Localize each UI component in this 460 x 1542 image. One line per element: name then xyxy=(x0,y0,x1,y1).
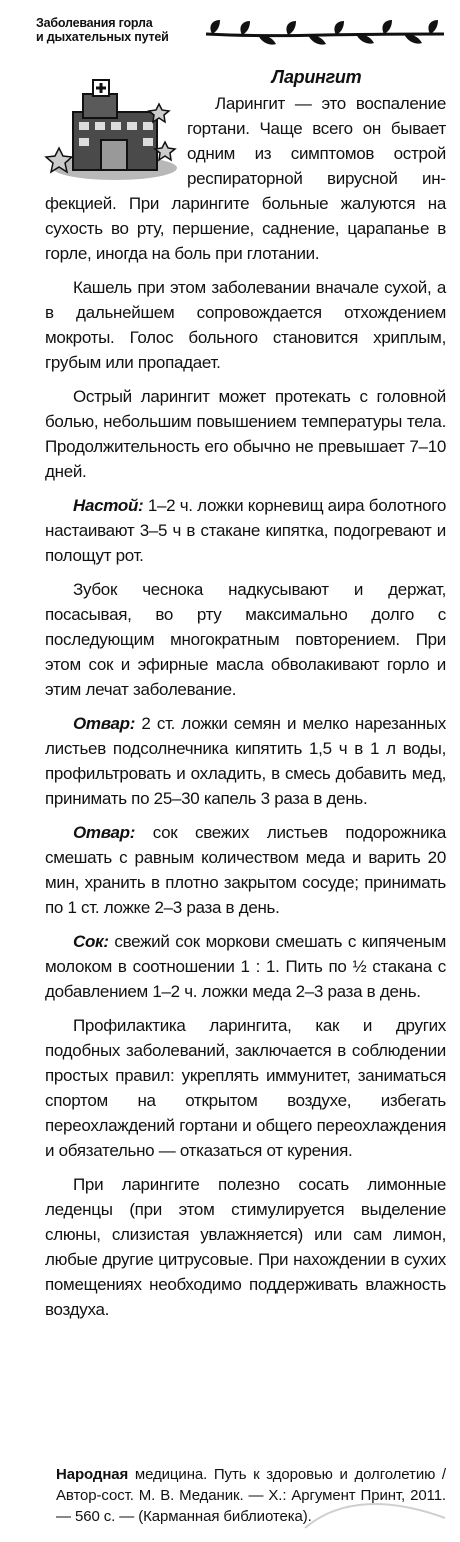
section-title-line-1: Заболевания горла xyxy=(36,16,153,30)
source-lead: Народная xyxy=(56,1466,129,1483)
article-body xyxy=(45,91,446,1322)
recipe-type-label: Сок: xyxy=(73,932,109,951)
paragraph-text: Ларингит — это воспаление гортани. Чаще всего он бывает одним из симптомов острой респираторной вирусной инфекцией. При ларингите больные жалуются на сухость во рту, першение, саднение, царапанье в горле, иногда на боль при глотании. xyxy=(45,94,446,263)
leaf-vine-ornament-icon xyxy=(204,16,446,52)
article-paragraph xyxy=(45,711,446,811)
section-title xyxy=(36,16,169,44)
paragraph-text: 2 ст. ложки семян и мелко нарезанных листьев подсолнечника кипятить 1,5 ч в 1 л воды, профильтровать и охладить, в смесь добавить мед, принимать по 25–30 капель 3 раза в день. xyxy=(45,714,446,808)
article-paragraph xyxy=(45,493,446,568)
paragraph-text: Острый ларингит может протекать с головной болью, небольшим повышением температуры тела. Продолжительность его обычно не превышает 7–10 дней. xyxy=(45,387,446,481)
recipe-type-label: Отвар: xyxy=(73,714,136,733)
article-paragraph xyxy=(45,275,446,375)
page-header xyxy=(36,16,446,52)
paragraph-text: сок свежих листьев подорожника смешать с равным количеством меда и варить 20 мин, хранить в плотно закрытом сосуде; принимать по 1 ст. ложке 2–3 раза в день. xyxy=(45,823,446,917)
recipe-type-label: Отвар: xyxy=(73,823,136,842)
article-paragraph xyxy=(45,1172,446,1322)
article-paragraph xyxy=(45,384,446,484)
paragraph-text: При ларингите полезно сосать лимонные леденцы (при этом стимулируется выделение слюны, слизистая увлажняется) или сам лимон, любые другие цитрусовые. При нахождении в сухих помещениях необходимо поддерживать влажность воздуха. xyxy=(45,1175,446,1319)
article-paragraph xyxy=(45,577,446,702)
section-title-line-2: и дыхательных путей xyxy=(36,30,169,44)
recipe-type-label: Настой: xyxy=(73,496,144,515)
paragraph-text: Профилактика ларингита, как и других подобных заболеваний, заключается в соблюдении простых правил: укреплять иммунитет, заниматься спортом на открытом воздухе, избегать переохлаждений гортани и общего переохлаждения и обязательно — отказаться от курения. xyxy=(45,1016,446,1160)
article xyxy=(45,64,446,1331)
article-paragraph xyxy=(45,820,446,920)
article-paragraph xyxy=(45,1013,446,1163)
paragraph-text: 1–2 ч. ложки корневищ аира болотного настаивают 3–5 ч в стакане кипятка, подогревают и полощут рот. xyxy=(45,496,446,565)
hospital-building-icon xyxy=(43,64,181,184)
paragraph-text: свежий сок моркови смешать с кипяченым молоком в соотношении 1 : 1. Пить по ½ стакана с добавлением 1–2 ч. ложки меда 2–3 раза в день. xyxy=(45,932,446,1001)
article-paragraph xyxy=(45,929,446,1004)
paragraph-text: Зубок чеснока надкусывают и держат, посасывая, во рту максимально долго с последующим многократным повторением. При этом сок и эфирные масла обволакивают горло и этим лечат заболевание. xyxy=(45,580,446,699)
paragraph-text: Кашель при этом заболевании вначале сухой, а в дальнейшем сопровождается отхождением мокроты. Голос больного становится хриплым, грубым или пропадает. xyxy=(45,278,446,372)
source-text: медицина. Путь к здоровью и долголетию / Автор-сост. М. В. Меданик. — Х.: Аргумент Принт, 2011. — 560 с. — (Карманная библиотека). xyxy=(56,1466,446,1525)
article-title: Ларингит xyxy=(271,67,362,87)
watermark-stamp xyxy=(300,1488,450,1538)
